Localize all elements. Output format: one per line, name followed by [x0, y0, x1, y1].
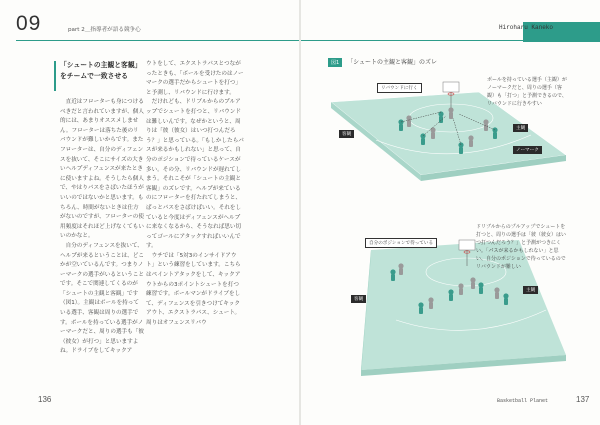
callout-subjective-top: 主観	[513, 124, 528, 132]
figure-tag: 図1	[328, 58, 342, 67]
body-paragraph: 自分のディフェンスを抜いて、ヘルプが来るということは、どこかが空いているんです。つまりノーマークの選手がいるということです。そこで関連してくるのが「シュートの主観と客観」です（図1）。主観はボールを持っている選手、客観は周りの選手です。ボールを持っている選手がノーマークだと、周りの選手も「彼（彼女）が打つ」と思いますよね。ドライブをしてキックア	[60, 242, 144, 355]
right-page	[301, 0, 600, 425]
callout-rebound: リバウンドに行く	[377, 83, 422, 93]
section-heading	[60, 60, 140, 81]
page-number-right: 137	[576, 395, 590, 404]
section-heading-text: 「シュートの主観と客観」をチームで一致させる	[60, 61, 139, 80]
figure-note-bottom: ドリブルからのプルアップでシュートを打つと、周りの選手は「彼（彼女）はいつ打つんだろう？」と予測がつきにくい。「パスが来るかもしれない」と思い、自分のポジションで待っているのでリバウンドが難しい	[476, 224, 567, 270]
callout-objective-top: 客観	[339, 130, 354, 138]
body-paragraph: ウトをして、エクストラパスとつながったときも、「ボールを受けたのはノーマークの選手だからシュートを打つ」と予測し、リバウンドに行けます。	[146, 61, 244, 96]
figure-title: 「シュートの主観と客観」のズレ	[347, 59, 437, 66]
page-number-left: 136	[38, 395, 52, 404]
callout-nomark: ノーマーク	[513, 146, 542, 154]
callout-waiting: 自分のポジションで待っている	[365, 238, 437, 248]
body-column-2	[146, 60, 244, 329]
callout-objective-bottom: 客観	[351, 295, 366, 303]
left-page	[0, 0, 299, 425]
body-paragraph: 直近はフローターも身につけるべきだと言われていますが、個人的には、あまりオススメしません。フローターは落ちた後のリバウンドが難しいからです。またフローターは、自分のディフェンスを抜いて、そこにサイズの大きいヘルプディフェンスが来たときに使いますよね。そうしたら個人で、やはりパスをさばいたほうがいいのではないかと思います。もちろん、時間がないときは仕方がないのですが、フローターの使用頻度はそれほど上げなくてもいいのかなと。	[60, 99, 144, 240]
chapter-number: 09	[16, 12, 42, 35]
chapter-title: part 2＿指導者が語る競争心	[68, 27, 141, 33]
callout-subjective-bottom: 主観	[523, 286, 538, 294]
figure-note-top: ボールを持っている選手（主観）がノーマークだと、周りの選手（客観）も「打つ」と予測できるので、リバウンドに行きやすい	[487, 77, 567, 107]
court-diagrams	[301, 0, 600, 425]
heading-accent-bar	[54, 61, 56, 91]
magazine-footer: Basketball Planet	[497, 398, 549, 404]
body-paragraph: ウチでは「5対3のインサイドアウト」という練習をしています。こちらはペイントアタックをして、キックアウトからの3ポイントシュートを打つ練習です。ボールマンがドライブをして、ディフェンスを引きつけてキックアウト、エクストラパス、シュート。周りはオフェンスリバウ	[146, 252, 241, 327]
body-column-1	[60, 98, 144, 357]
author-name: Hiroharu Kaneko	[499, 24, 554, 31]
header-rule	[16, 40, 299, 41]
body-paragraph: だけれども、ドリブルからのプルアップでシュートを打つと、リバウンドは難しいんです。なぜかというと、周りは「彼（彼女）はいつ打つんだろう？」と思っている。「もしかしたらパスが来るかもしれない」と思って、自分のポジションで待っているケースが多い。その分、リバウンドが遅れてしまう。それこそが「シュートの主観と客観」のズレです。ヘルプが来ているのにフローターを打たれてしまうと、ぱっとパスをさばけばいい。それをしていると今度はディフェンスがヘルプに来なくなるから、そうなれば思い切ってゴールにアタックすればいいんです。	[146, 99, 244, 250]
